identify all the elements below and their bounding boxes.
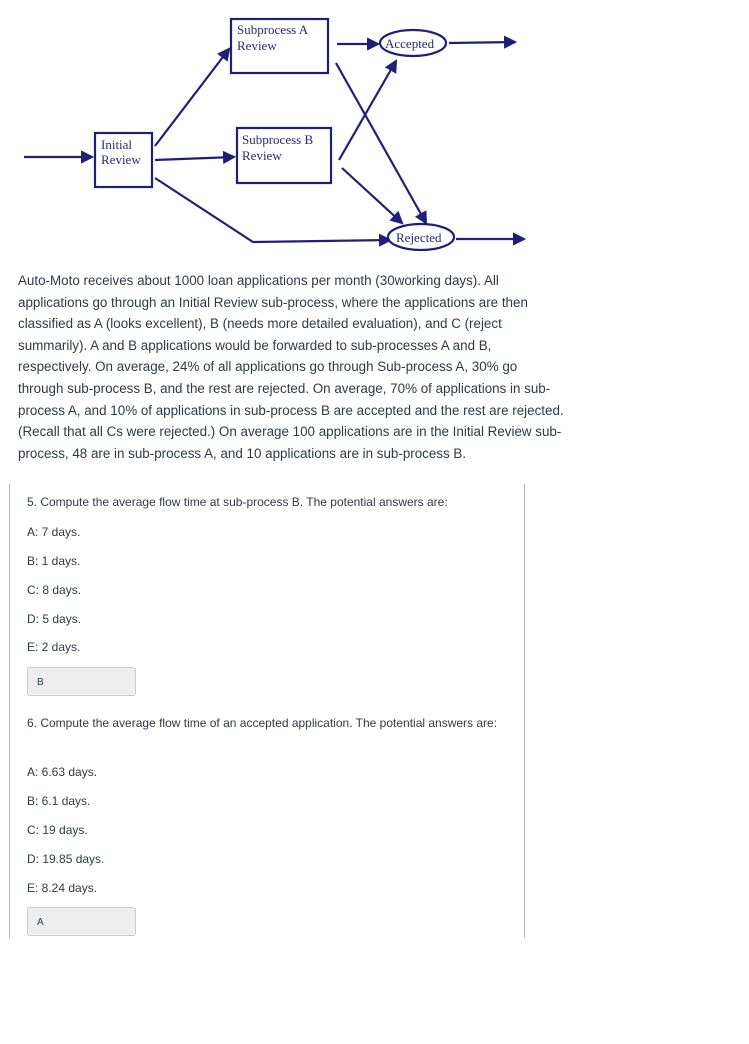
q6-option-c: C: 19 days. — [27, 823, 88, 837]
q6-option-a: A: 6.63 days. — [27, 765, 98, 779]
q5-option-e: E: 2 days. — [27, 640, 81, 654]
question-6-text: 6. Compute the average flow time of an accepted application. The potential answers are: — [27, 716, 498, 730]
questions-panel — [9, 484, 525, 938]
q5-option-b: B: 1 days. — [27, 554, 81, 568]
accepted-label: Accepted — [385, 36, 435, 51]
arrow-accepted-out — [449, 42, 515, 43]
initial-label-2: Review — [101, 152, 141, 167]
rejected-label: Rejected — [396, 230, 442, 245]
initial-label-1: Initial — [101, 137, 133, 152]
q6-option-e: E: 8.24 days. — [27, 881, 98, 895]
process-flow-diagram — [0, 0, 560, 260]
sub-b-label-1: Subprocess B — [242, 132, 314, 147]
q6-option-d: D: 19.85 days. — [27, 852, 105, 866]
q6-answer-field[interactable]: A — [27, 907, 136, 936]
sub-b-label-2: Review — [242, 148, 282, 163]
arrow-initial-to-rejected — [155, 178, 390, 242]
q5-answer-field[interactable]: B — [27, 667, 136, 696]
arrow-initial-to-a — [155, 49, 229, 146]
sub-a-label-2: Review — [237, 38, 277, 53]
question-5-text: 5. Compute the average flow time at sub-process B. The potential answers are: — [27, 495, 448, 509]
q5-option-c: C: 8 days. — [27, 583, 82, 597]
arrow-initial-to-b — [155, 157, 234, 160]
q5-option-a: A: 7 days. — [27, 525, 81, 539]
sub-a-label-1: Subprocess A — [237, 22, 309, 37]
arrow-b-to-rejected — [342, 168, 402, 223]
problem-description: Auto-Moto receives about 1000 loan applications per month (30working days). All applications go through an Initial Review sub-process, where the applications are then classified as A (looks excellent), B (needs more detailed evaluation), and C (reject summarily). A and B applications would be forwarded to sub-processes A and B, respectively. On average, 24% of all applications go through Sub-process A, 30% go through sub-process B, and the rest are rejected. On average, 70% of applications in sub-process A, and 10% of applications in sub-process B are accepted and the rest are rejected. (Recall that all Cs were rejected.) On average 100 applications are in the Initial Review sub-process, 48 are in sub-process A, and 10 applications are in sub-process B. — [18, 273, 564, 461]
arrow-b-to-accepted — [339, 61, 396, 160]
q5-option-d: D: 5 days. — [27, 612, 82, 626]
q6-option-b: B: 6.1 days. — [27, 794, 91, 808]
